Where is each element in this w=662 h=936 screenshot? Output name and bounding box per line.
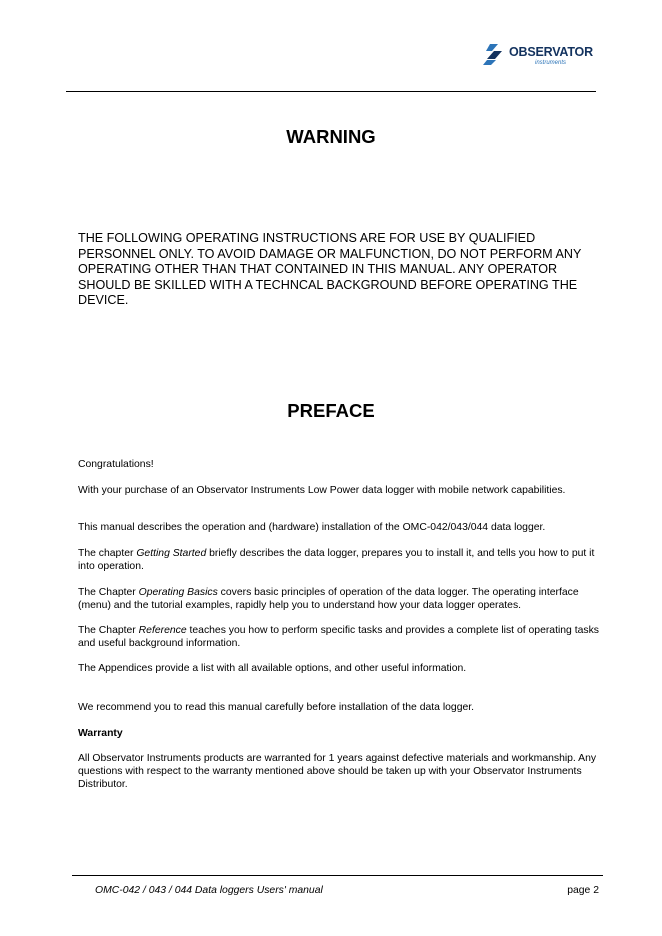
- warning-heading: WARNING: [286, 126, 376, 147]
- chapter-title-operating-basics: Operating Basics: [138, 587, 218, 598]
- logo-sub-text: instruments: [535, 60, 567, 66]
- warranty-heading: Warranty: [78, 728, 123, 739]
- footer-divider: [72, 875, 603, 876]
- observator-logo: [482, 40, 604, 70]
- header-divider: [66, 91, 596, 92]
- preface-recommend: We recommend you to read this manual carefully before installation of the data logger.: [78, 702, 475, 713]
- preface-heading: PREFACE: [287, 400, 375, 421]
- observator-logo-icon: [482, 42, 506, 66]
- preface-manual-describes: This manual describes the operation and (hardware) installation of the OMC-042/043/044 data logger.: [78, 522, 546, 533]
- chapter-title-reference: Reference: [138, 625, 187, 636]
- footer-page-number: page 2: [567, 885, 599, 896]
- preface-reference: The Chapter Reference teaches you how to perform specific tasks and provides a complete list of operating tasks and useful background information.: [78, 625, 599, 649]
- warranty-text: All Observator Instruments products are warranted for 1 years against defective materials and workmanship. Any questions with respect to the warranty mentioned above should be taken up with your Observator Instruments Distributor.: [78, 753, 597, 790]
- preface-appendices: The Appendices provide a list with all available options, and other useful information.: [78, 663, 467, 674]
- preface-operating-basics: The Chapter Operating Basics covers basic principles of operation of the data logger. The operating interface (menu) and the tutorial examples, rapidly help you to understand how your data logger operates.: [78, 587, 579, 611]
- chapter-title-getting-started: Getting Started: [136, 548, 207, 559]
- warning-text: THE FOLLOWING OPERATING INSTRUCTIONS ARE FOR USE BY QUALIFIED PERSONNEL ONLY. TO AVOID DAMAGE OR MALFUNCTION, DO NOT PERFORM ANY OPERATING OTHER THAN THAT CONTAINED IN THIS MANUAL. ANY OPERATOR SHOULD BE SKILLED WITH A TECHNCAL BACKGROUND BEFORE OPERATING THE DEVICE.: [78, 231, 582, 307]
- preface-congratulations: Congratulations!: [78, 459, 154, 470]
- footer-doc-title: OMC-042 / 043 / 044 Data loggers Users' manual: [95, 885, 323, 896]
- logo-brand-text: OBSERVATOR: [509, 45, 593, 59]
- preface-getting-started: The chapter Getting Started briefly describes the data logger, prepares you to install it, and tells you how to put it into operation.: [78, 548, 595, 572]
- preface-purchase: With your purchase of an Observator Instruments Low Power data logger with mobile network capabilities.: [78, 485, 566, 496]
